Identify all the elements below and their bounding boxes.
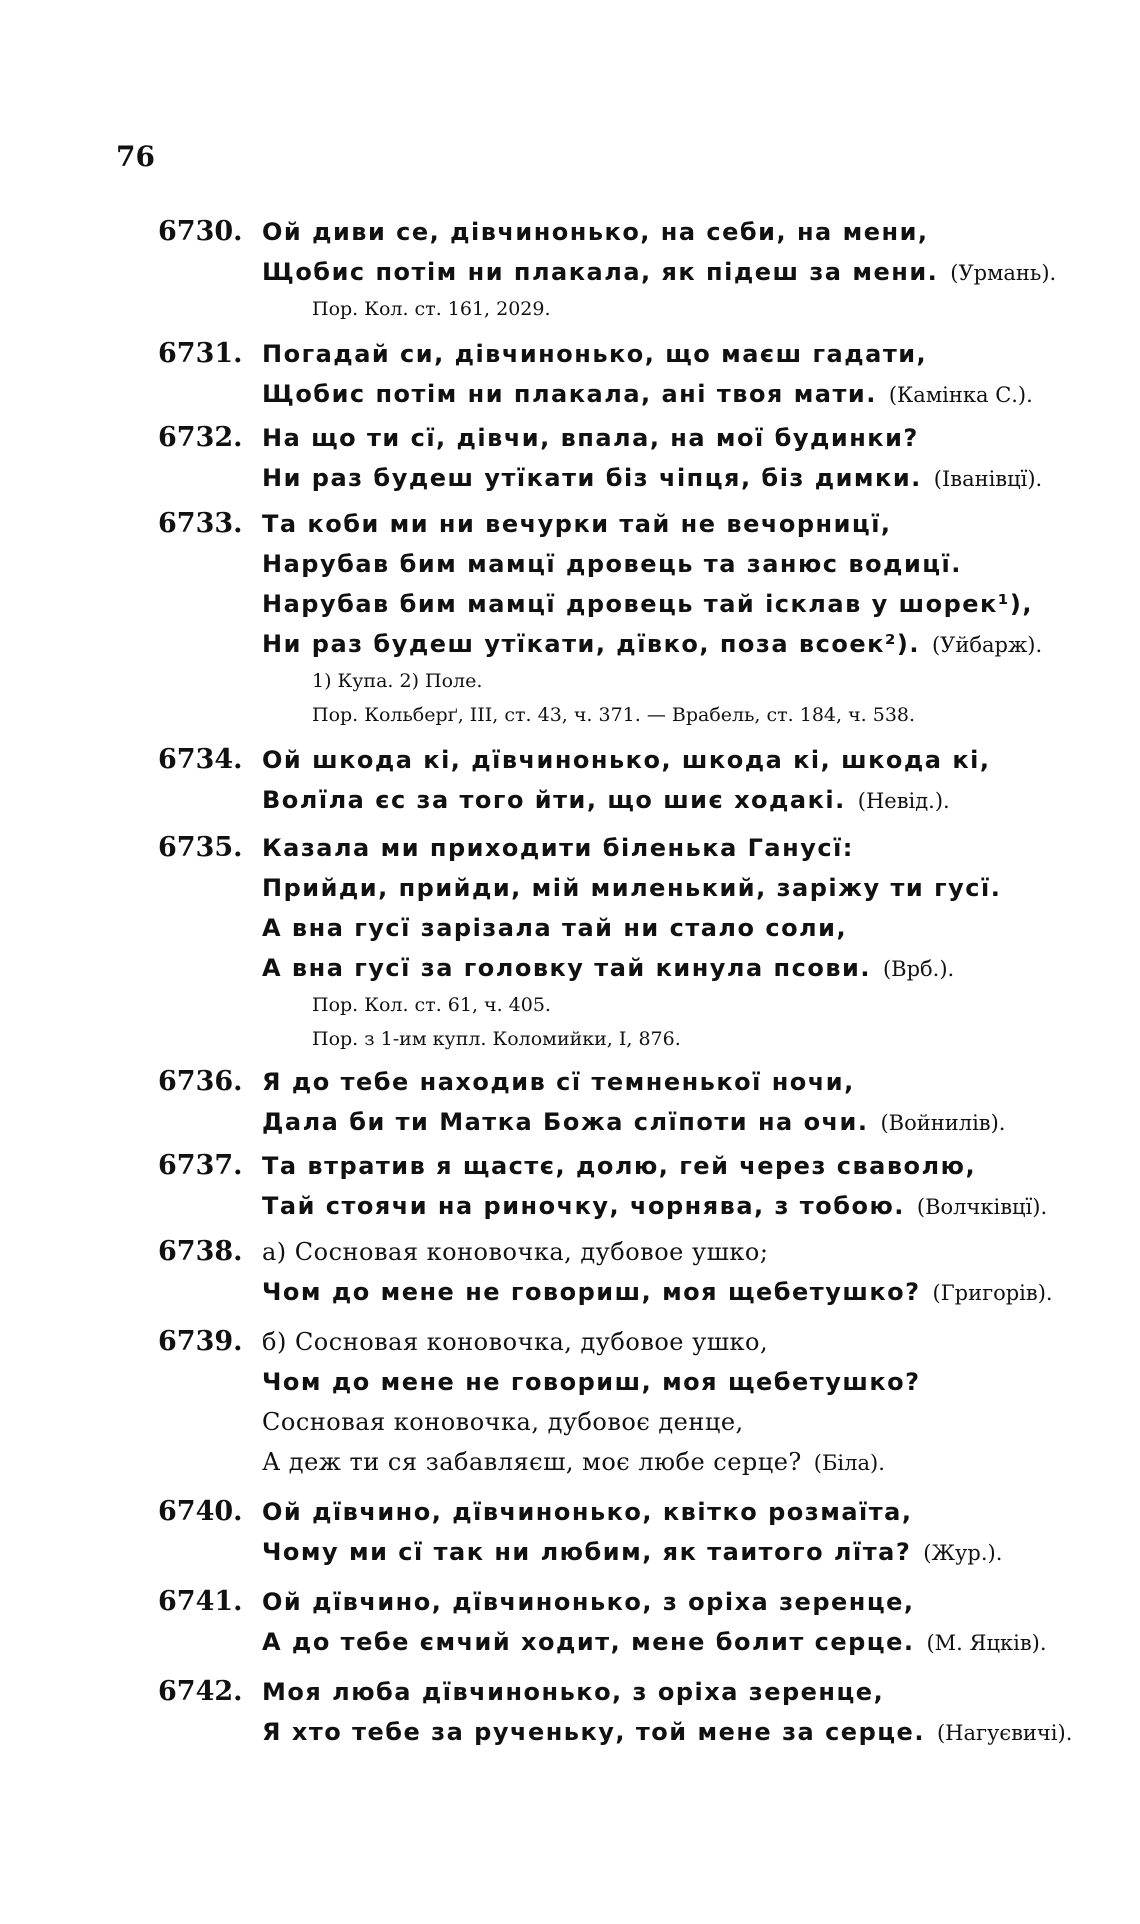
entry-body xyxy=(262,1232,1122,1312)
entry-body xyxy=(262,1582,1122,1662)
reference-note: Пор. Кол. ст. 61, ч. 405. xyxy=(312,994,551,1016)
verse-line: б) Сосновая коновочка, дубовое ушко, xyxy=(262,1328,769,1356)
verse-line: Моя люба дївчинонько, з оріха зеренце, xyxy=(262,1678,885,1706)
verse-line xyxy=(262,1532,1122,1572)
entry-body xyxy=(262,1672,1122,1752)
entry-body xyxy=(262,418,1122,498)
verse-line xyxy=(262,374,1122,414)
verse-line: Та втратив я щастє, долю, гей через сваволю, xyxy=(262,1152,977,1180)
verse-line: А вна гусї зарізала тай ни стало соли, xyxy=(262,914,848,942)
source-location: (Нагуєвичі). xyxy=(936,1721,1073,1745)
entry-body xyxy=(262,1322,1122,1482)
reference-note: Пор. з 1-им купл. Коломийки, I, 876. xyxy=(312,1028,681,1050)
verse-line: Сосновая коновочка, дубовоє денце, xyxy=(262,1408,744,1436)
verse-line: Та коби ми ни вечурки тай не вечорницї, xyxy=(262,510,892,538)
verse-text: Щобис потім ни плакала, ані твоя мати. xyxy=(262,380,877,408)
entry-number: 6736. xyxy=(158,1066,243,1097)
entry-number: 6739. xyxy=(158,1326,243,1357)
reference-note: Пор. Кол. ст. 161, 2029. xyxy=(312,298,551,320)
verse-text: А деж ти ся забавляєш, моє любе серце? xyxy=(262,1448,802,1476)
entry-number: 6740. xyxy=(158,1496,243,1527)
verse-line: Ой дївчино, дївчинонько, квітко розмаїта, xyxy=(262,1498,913,1526)
verse-text: Тай стоячи на риночку, чорнява, з тобою. xyxy=(262,1192,905,1220)
verse-text: Щобис потім ни плакала, як підеш за мени. xyxy=(262,258,939,286)
verse-text: Я хто тебе за рученьку, той мене за серце. xyxy=(262,1718,925,1746)
verse-line: Нарубав бим мамцї дровець та занюс водицї. xyxy=(262,550,962,578)
source-location: (Іванівцї). xyxy=(933,467,1043,491)
entry-number: 6733. xyxy=(158,508,243,539)
verse-line: Чом до мене не говориш, моя щебетушко? xyxy=(262,1368,921,1396)
verse-text: Волїла єс за того йти, що шиє ходакі. xyxy=(262,786,846,814)
verse-line xyxy=(262,1712,1122,1752)
verse-text: Чому ми сї так ни любим, як таитого лїта? xyxy=(262,1538,912,1566)
reference-note: Пор. Кольберґ, III, ст. 43, ч. 371. — Врабель, ст. 184, ч. 538. xyxy=(312,704,916,726)
verse-text: Ни раз будеш утїкати біз чіпця, біз димки. xyxy=(262,464,922,492)
entry-number: 6732. xyxy=(158,422,243,453)
source-location: (Невід.). xyxy=(857,789,950,813)
source-location: (Войнилів). xyxy=(880,1111,1006,1135)
entry-body xyxy=(262,1492,1122,1572)
verse-text: Чом до мене не говориш, моя щебетушко? xyxy=(262,1278,921,1306)
footnote: 1) Купа. 2) Поле. xyxy=(312,670,483,692)
verse-line: Я до тебе находив сї темненької ночи, xyxy=(262,1068,855,1096)
verse-text: А до тебе ємчий ходит, мене болит серце. xyxy=(262,1628,915,1656)
verse-line xyxy=(262,948,1122,988)
source-location: (Урмань). xyxy=(950,261,1057,285)
entry-number: 6735. xyxy=(158,832,243,863)
source-location: (М. Яцків). xyxy=(926,1631,1047,1655)
verse-line: Казала ми приходити біленька Ганусї: xyxy=(262,834,854,862)
verse-line: Ой дївчино, дївчинонько, з оріха зеренце, xyxy=(262,1588,915,1616)
source-location: (Жур.). xyxy=(923,1541,1003,1565)
verse-line xyxy=(262,1442,1122,1482)
verse-text: Дала би ти Матка Божа слїпоти на очи. xyxy=(262,1108,869,1136)
entry-number: 6738. xyxy=(158,1236,243,1267)
verse-line xyxy=(262,1102,1122,1142)
verse-line: Ой диви се, дівчинонько, на себи, на мени, xyxy=(262,218,929,246)
verse-line: а) Сосновая коновочка, дубовое ушко; xyxy=(262,1238,769,1266)
entry-body xyxy=(262,740,1122,820)
entry-body xyxy=(262,1062,1122,1142)
verse-line: Ой шкода кі, дївчинонько, шкода кі, шкода кі, xyxy=(262,746,991,774)
entry-body xyxy=(262,212,1122,326)
verse-line xyxy=(262,1272,1122,1312)
entry-body xyxy=(262,504,1122,732)
verse-line: Нарубав бим мамцї дровець тай ісклав у шорек¹), xyxy=(262,590,1033,618)
source-location: (Уйбарж). xyxy=(931,633,1043,657)
source-location: (Врб.). xyxy=(882,957,955,981)
entry-number: 6731. xyxy=(158,338,243,369)
verse-line: Погадай си, дівчинонько, що маєш гадати, xyxy=(262,340,928,368)
entry-body xyxy=(262,334,1122,414)
verse-text: Ни раз будеш утїкати, дївко, поза всоек²). xyxy=(262,630,920,658)
verse-line: Прийди, прийди, мій миленький, заріжу ти гусї. xyxy=(262,874,1002,902)
entry-number: 6742. xyxy=(158,1676,243,1707)
entry-body xyxy=(262,828,1122,1056)
source-location: (Волчківцї). xyxy=(916,1195,1048,1219)
verse-line xyxy=(262,1186,1122,1226)
entry-body xyxy=(262,1146,1122,1226)
verse-line xyxy=(262,780,1122,820)
source-location: (Камінка С.). xyxy=(888,383,1033,407)
verse-line xyxy=(262,1622,1122,1662)
entry-number: 6730. xyxy=(158,216,243,247)
entry-number: 6734. xyxy=(158,744,243,775)
verse-line xyxy=(262,252,1122,292)
source-location: (Біла). xyxy=(813,1451,885,1475)
verse-text: А вна гусї за головку тай кинула псови. xyxy=(262,954,871,982)
verse-line: На що ти сї, дівчи, впала, на мої будинки? xyxy=(262,424,919,452)
verse-line xyxy=(262,458,1122,498)
source-location: (Григорів). xyxy=(932,1281,1053,1305)
entry-number: 6741. xyxy=(158,1586,243,1617)
entry-number: 6737. xyxy=(158,1150,243,1181)
verse-line xyxy=(262,624,1122,664)
page-number: 76 xyxy=(116,140,155,173)
